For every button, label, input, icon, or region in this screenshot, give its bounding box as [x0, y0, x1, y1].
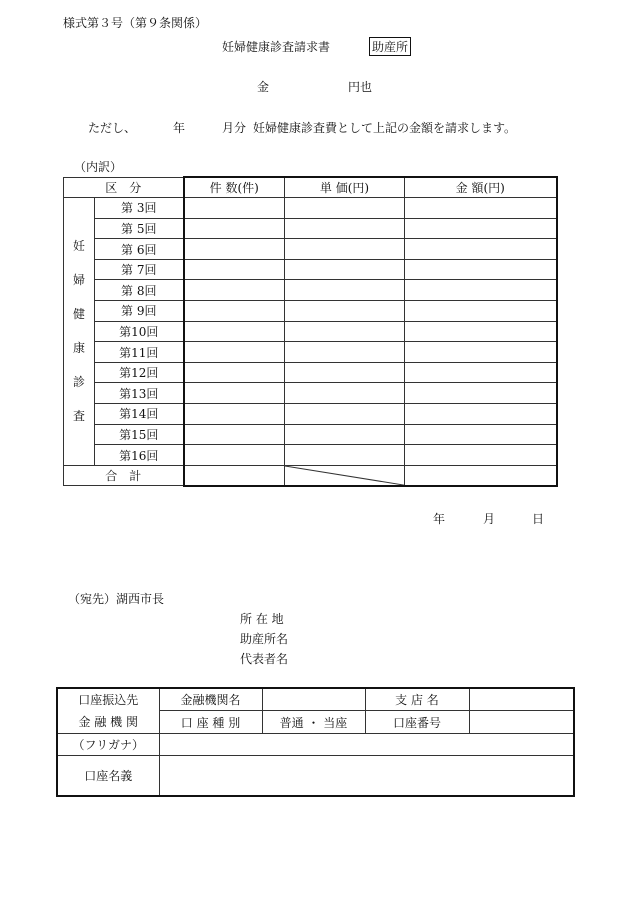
title-box-midwife: 助産所 — [369, 37, 411, 56]
branch-input[interactable] — [469, 688, 574, 711]
unit-price-cell[interactable] — [285, 424, 405, 445]
amount-cell[interactable] — [405, 239, 557, 260]
sender-rep-label: 代表者名 — [240, 652, 289, 666]
furigana-label: （フリガナ） — [57, 734, 159, 756]
row-label: 第 5回 — [95, 218, 184, 239]
note-year: 年 — [173, 121, 186, 135]
count-cell[interactable] — [184, 424, 285, 445]
form-number: 様式第３号（第９条関係） — [63, 16, 208, 30]
bank-transfer-table — [56, 687, 575, 797]
count-cell[interactable] — [184, 198, 285, 219]
group-char: 査 — [72, 409, 85, 424]
total-label: 合 計 — [64, 465, 184, 486]
account-holder-label: 口座名義 — [57, 756, 159, 796]
group-label-prenatal-checkup — [64, 198, 95, 466]
sender-clinic-label: 助産所名 — [240, 632, 289, 646]
note-month: 月分 — [222, 121, 247, 135]
count-cell[interactable] — [184, 280, 285, 301]
unit-price-cell[interactable] — [285, 259, 405, 280]
unit-price-cell[interactable] — [285, 342, 405, 363]
amount-cell[interactable] — [405, 198, 557, 219]
row-label: 第 6回 — [95, 239, 184, 260]
row-label: 第 7回 — [95, 259, 184, 280]
row-label: 第 8回 — [95, 280, 184, 301]
sender-address-label: 所 在 地 — [240, 612, 284, 626]
count-cell[interactable] — [184, 404, 285, 425]
amount-cell[interactable] — [405, 424, 557, 445]
account-type-options[interactable]: 普通 ・ 当座 — [262, 711, 365, 734]
unit-price-cell[interactable] — [285, 218, 405, 239]
amount-cell[interactable] — [405, 321, 557, 342]
addressee: （宛先）湖西市長 — [68, 592, 165, 606]
unit-price-cell[interactable] — [285, 404, 405, 425]
amount-cell[interactable] — [405, 404, 557, 425]
institution-name-input[interactable] — [262, 688, 365, 711]
amount-cell[interactable] — [405, 218, 557, 239]
header-category: 区 分 — [64, 177, 184, 198]
amount-cell[interactable] — [405, 259, 557, 280]
group-char: 診 — [72, 375, 85, 390]
row-label: 第12回 — [95, 362, 184, 383]
account-number-label: 口座番号 — [365, 711, 469, 734]
date-month: 月 — [483, 512, 496, 526]
date-year: 年 — [433, 512, 446, 526]
count-cell[interactable] — [184, 259, 285, 280]
count-cell[interactable] — [184, 218, 285, 239]
amount-cell[interactable] — [405, 445, 557, 466]
row-label: 第16回 — [95, 445, 184, 466]
unit-price-cell[interactable] — [285, 239, 405, 260]
group-char: 妊 — [72, 239, 85, 254]
row-label: 第11回 — [95, 342, 184, 363]
row-label: 第10回 — [95, 321, 184, 342]
total-unit-price-cell-diagonal — [285, 465, 405, 486]
unit-price-cell[interactable] — [285, 362, 405, 383]
row-label: 第15回 — [95, 424, 184, 445]
transfer-label-line1: 口座振込先 — [78, 693, 139, 707]
unit-price-cell[interactable] — [285, 445, 405, 466]
amount-cell[interactable] — [405, 362, 557, 383]
amount-yen: 円也 — [348, 80, 373, 94]
group-char: 婦 — [72, 273, 85, 288]
amount-cell[interactable] — [405, 383, 557, 404]
furigana-input[interactable] — [159, 734, 574, 756]
account-number-input[interactable] — [469, 711, 574, 734]
amount-kin: 金 — [257, 80, 270, 94]
unit-price-cell[interactable] — [285, 383, 405, 404]
transfer-label — [57, 688, 159, 734]
unit-price-cell[interactable] — [285, 280, 405, 301]
header-unit-price: 単 価(円) — [285, 177, 405, 198]
amount-cell[interactable] — [405, 280, 557, 301]
count-cell[interactable] — [184, 342, 285, 363]
breakdown-label: （内訳） — [74, 160, 123, 174]
row-label: 第 3回 — [95, 198, 184, 219]
group-char: 健 — [72, 307, 85, 322]
row-label: 第13回 — [95, 383, 184, 404]
count-cell[interactable] — [184, 362, 285, 383]
page-title: 妊婦健康診査請求書 — [222, 40, 331, 54]
note-prefix: ただし、 — [88, 121, 137, 135]
diagonal-line — [285, 466, 404, 485]
unit-price-cell[interactable] — [285, 198, 405, 219]
transfer-label-line2: 金 融 機 関 — [78, 715, 138, 729]
count-cell[interactable] — [184, 301, 285, 322]
row-label: 第 9回 — [95, 301, 184, 322]
count-cell[interactable] — [184, 239, 285, 260]
amount-cell[interactable] — [405, 301, 557, 322]
note-text: 妊婦健康診査費として上記の金額を請求します。 — [253, 121, 517, 135]
count-cell[interactable] — [184, 445, 285, 466]
header-count: 件 数(件) — [184, 177, 285, 198]
group-char: 康 — [72, 341, 85, 356]
breakdown-table — [63, 176, 558, 487]
total-count-cell[interactable] — [184, 465, 285, 486]
count-cell[interactable] — [184, 321, 285, 342]
branch-label: 支 店 名 — [365, 688, 469, 711]
header-amount: 金 額(円) — [405, 177, 557, 198]
unit-price-cell[interactable] — [285, 301, 405, 322]
amount-cell[interactable] — [405, 342, 557, 363]
count-cell[interactable] — [184, 383, 285, 404]
account-type-label: 口 座 種 別 — [159, 711, 262, 734]
unit-price-cell[interactable] — [285, 321, 405, 342]
institution-name-label: 金融機関名 — [159, 688, 262, 711]
account-holder-input[interactable] — [159, 756, 574, 796]
row-label: 第14回 — [95, 404, 184, 425]
total-amount-cell[interactable] — [405, 465, 557, 486]
date-day: 日 — [532, 512, 545, 526]
